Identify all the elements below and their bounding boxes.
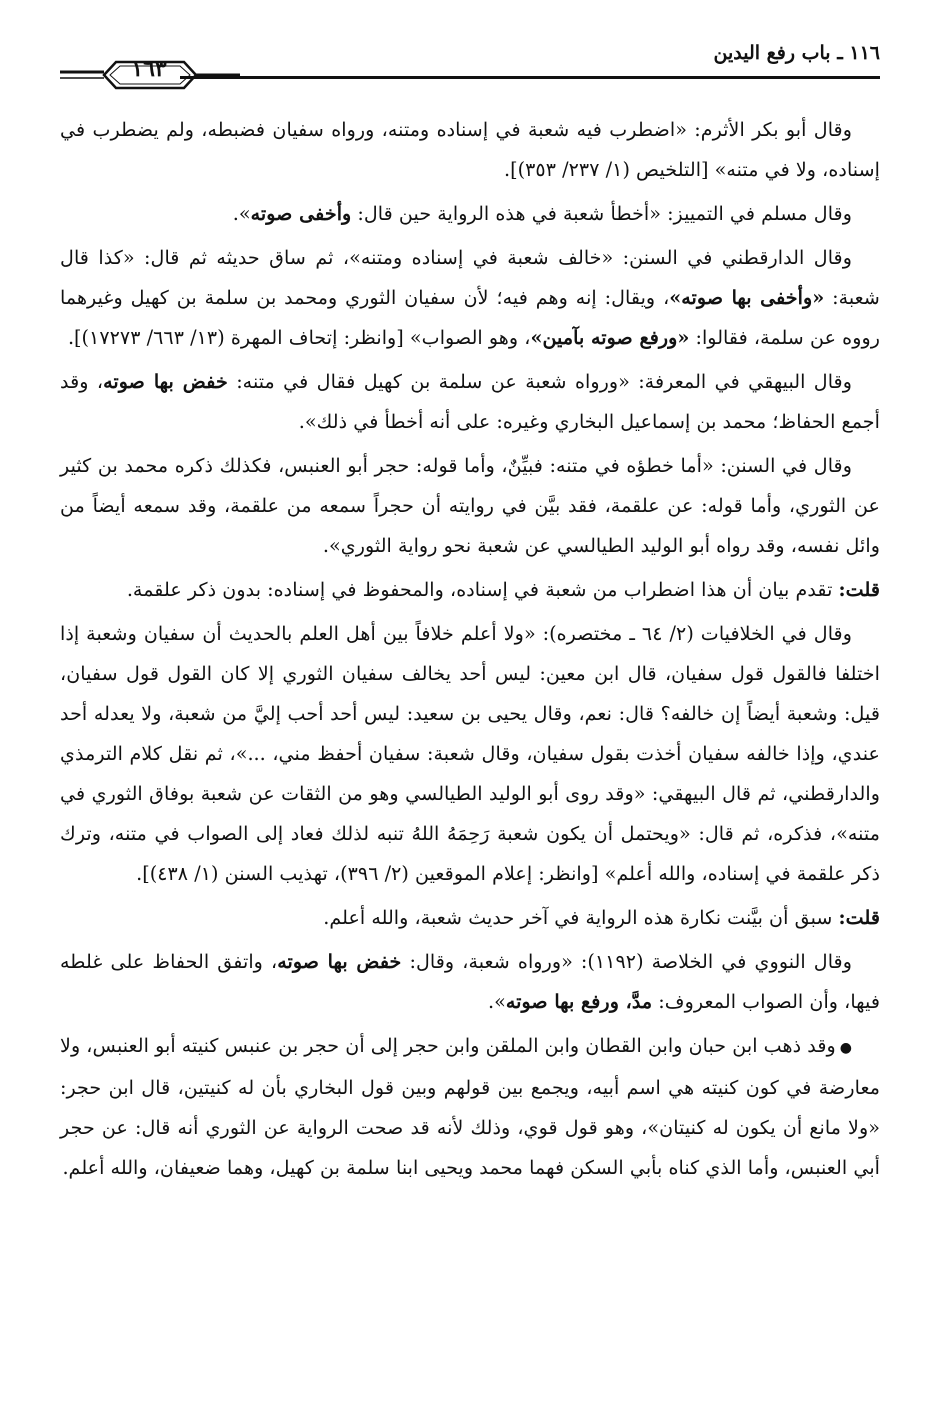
emphasized-text: خفض بها صوته bbox=[277, 950, 402, 973]
emphasized-text: مدَّ، ورفع بها صوته bbox=[505, 990, 653, 1013]
paragraph bbox=[60, 238, 880, 358]
book-page bbox=[60, 28, 880, 1378]
paragraph bbox=[60, 446, 880, 566]
paragraph-text: وقال البيهقي في المعرفة: «ورواه شعبة عن سلمة بن كهيل فقال في متنه: bbox=[227, 370, 852, 393]
bullet-icon: ● bbox=[839, 1040, 852, 1056]
paragraph-text: ، ويقال: إنه وهم فيه؛ لأن سفيان الثوري ومحمد بن سلمة بن كهيل وغيرهما رووه عن سلمة، فقالوا: bbox=[60, 286, 880, 349]
paragraph-text: وقال في الخلافيات (٢/ ٦٤ ـ مختصره): «ولا أعلم خلافاً بين أهل العلم بالحديث أن سفيان وشعبة إذا اختلفا فالقول قول سفيان، قال ابن معين: ليس أحد يخالف سفيان الثوري إلا كان القول قول سفيان، قيل: وشعبة أيضاً إن خالفه؟ قال: نعم، وقال يحيى بن سعيد: ليس أحد أحب إليَّ من شعبة، ولا يعدله أحد عندي، وإذا خالفه سفيان أخذت بقول سفيان، وقال شعبة: سفيان أحفظ مني، ...»، ثم نقل كلام الترمذي والدارقطني، ثم قال البيهقي: «وقد روى أبو الوليد الطيالسي وهو من الثقات عن شعبة بوفاق الثوري في متنه»، فذكره، ثم قال: «ويحتمل أن يكون شعبة رَحِمَهُ اللهُ تنبه لذلك فعاد إلى الصواب في متنه، وترك ذكر علقمة في إسناده، والله أعلم» [وانظر: إعلام الموقعين (٢/ ٣٩٦)، تهذيب السنن (١/ ٤٣٨)]. bbox=[60, 622, 880, 885]
paragraph-text: وقال النووي في الخلاصة (١١٩٢): «ورواه شعبة، وقال: bbox=[401, 950, 852, 973]
paragraph bbox=[60, 570, 880, 610]
paragraph-text: ، وهو الصواب» [وانظر: إتحاف المهرة (١٣/ ٦٦٣/ ١٧٢٧٣)]. bbox=[67, 326, 531, 349]
paragraph-text: وقال مسلم في التمييز: «أخطأ شعبة في هذه الرواية حين قال: bbox=[351, 202, 852, 225]
paragraph-text: ، وقد أجمع الحفاظ؛ محمد بن إسماعيل البخاري وغيره: على أنه أخطأ في ذلك». bbox=[60, 370, 880, 433]
running-head: ١١٦ ـ باب رفع اليدين bbox=[713, 42, 880, 64]
emphasized-text: خفض بها صوته bbox=[103, 370, 228, 393]
page-number-ornament bbox=[60, 50, 240, 90]
paragraph-text: ». bbox=[232, 202, 251, 225]
paragraph-text: وقال في السنن: «أما خطؤه في متنه: فبيِّنٌ، وأما قوله: حجر أبو العنبس، فكذلك ذكره محمد بن كثير عن الثوري، وأما قوله: عن علقمة، فقد بيَّن في روايته أن حجراً سمعه من علقمة، وقد سمعه أيضاً من وائل نفسه، وقد رواه أبو الوليد الطيالسي عن شعبة نحو رواية الثوري». bbox=[60, 454, 880, 557]
paragraph-text: وقال أبو بكر الأثرم: «اضطرب فيه شعبة في إسناده ومتنه، ورواه سفيان فضبطه، ولم يضطرب في إسناده، ولا في متنه» [التلخيص (١/ ٢٣٧/ ٣٥٣)]. bbox=[60, 118, 880, 181]
paragraph-text: وقد ذهب ابن حبان وابن القطان وابن الملقن وابن حجر إلى أن حجر بن عنبس كنيته أبو العنبس، ولا معارضة في كون كنيته هي اسم أبيه، ويجمع بين قولهم وبين قول البخاري بأن له كنيتين، قال ابن حجر: «ولا مانع أن يكون له كنيتان»، وهو قول قوي، وذلك لأنه قد صحت الرواية عن الثوري أنه قال: عن حجر أبي العنبس، وأما الذي كناه بأبي السكن فهما محمد ويحيى ابنا سلمة بن كهيل، وهما ضعيفان، والله أعلم. bbox=[60, 1034, 880, 1179]
paragraph bbox=[60, 362, 880, 442]
paragraph bbox=[60, 942, 880, 1022]
paragraph-text: وقال الدارقطني في السنن: «خالف شعبة في إسناده ومتنه»، ثم ساق حديثه ثم قال: «كذا قال شعبة: bbox=[60, 246, 880, 309]
paragraph-text: سبق أن بيَّنت نكارة هذه الرواية في آخر حديث شعبة، والله أعلم. bbox=[323, 906, 839, 929]
page-number: ١٦٣ bbox=[131, 56, 167, 82]
paragraph bbox=[60, 110, 880, 190]
paragraph-lead: قلت: bbox=[838, 906, 880, 929]
header-rule bbox=[180, 76, 880, 79]
emphasized-text: «ورفع صوته بآمين» bbox=[530, 326, 690, 349]
paragraph bbox=[60, 194, 880, 234]
page-header bbox=[60, 28, 880, 90]
paragraph-text: ». bbox=[487, 990, 506, 1013]
emphasized-text: «وأخفى بها صوته» bbox=[669, 286, 825, 309]
paragraph bbox=[60, 898, 880, 938]
paragraph-lead: قلت: bbox=[838, 578, 880, 601]
emphasized-text: وأخفى صوته bbox=[250, 202, 352, 225]
body-text bbox=[60, 110, 880, 1188]
paragraph bbox=[60, 614, 880, 894]
paragraph bbox=[60, 1026, 880, 1188]
paragraph-text: ، واتفق الحفاظ على غلطه فيها، وأن الصواب المعروف: bbox=[60, 950, 880, 1013]
paragraph-text: تقدم بيان أن هذا اضطراب من شعبة في إسناده، والمحفوظ في إسناده: بدون ذكر علقمة. bbox=[126, 578, 839, 601]
